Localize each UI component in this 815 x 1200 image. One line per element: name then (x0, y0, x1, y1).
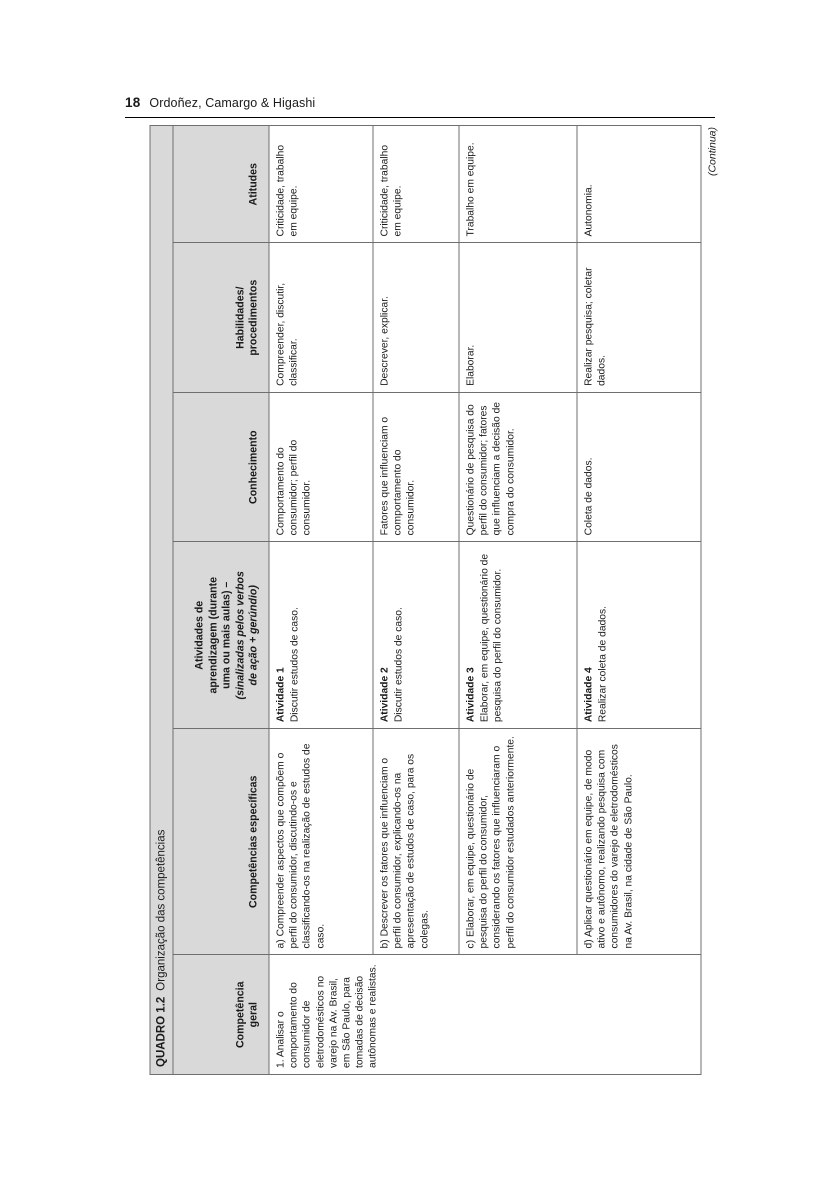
page-number: 18 (125, 95, 141, 110)
table-row (577, 126, 701, 1075)
cell-learning-activity (269, 542, 373, 729)
cell-knowledge: Comportamento do consumidor; perfil do consumidor. (269, 392, 373, 541)
activity-title: Atividade 4 (583, 667, 594, 723)
cell-skills: Compreender, discutir, classificar. (269, 243, 373, 392)
cell-knowledge: Fatores que influenciam o comportamento do consumidor. (373, 392, 459, 541)
activity-title: Atividade 1 (275, 667, 286, 723)
activity-title: Atividade 3 (465, 667, 476, 723)
activity-text: Elaborar, em equipe, questionário de pesquisa do perfil do consumidor. (479, 553, 504, 723)
cell-attitudes: Trabalho em equipe. (459, 126, 577, 243)
column-header-specific: Competências específicas (173, 729, 269, 955)
column-header-attitudes: Atitudes (173, 126, 269, 243)
activity-text: Discutir estudos de caso. (289, 607, 301, 723)
cell-skills: Realizar pesquisa; coletar dados. (577, 243, 701, 392)
cell-knowledge: Questionário de pesquisa do perfil do consumidor; fatores que influenciam a decisão de compra do consumidor. (459, 392, 577, 541)
column-header-activities: Atividades de aprendizagem (durante uma ou mais aulas) – (sinalizadas pelos verbos de ação + gerúndio) (173, 542, 269, 729)
cell-skills: Descrever, explicar. (373, 243, 459, 392)
table-header-row (173, 126, 269, 1075)
cell-knowledge: Coleta de dados. (577, 392, 701, 541)
running-head-authors: Ordoñez, Camargo & Higashi (149, 96, 316, 110)
table-caption-text: Organização das competências (155, 829, 167, 991)
column-header-skills: Habilidades/ procedimentos (173, 243, 269, 392)
cell-specific-competency: b) Descrever os fatores que influenciam o perfil do consumidor, explicando-os na apresentação de estudos de caso, para os colegas. (373, 729, 459, 955)
cell-attitudes: Criticidade, trabalho em equipe. (373, 126, 459, 243)
competencies-table (172, 125, 701, 1075)
column-header-general: Competência geral (173, 955, 269, 1075)
activity-text: Discutir estudos de caso. (393, 607, 405, 723)
continuation-note: (Continua) (706, 127, 718, 177)
cell-learning-activity (459, 542, 577, 729)
cell-specific-competency: c) Elaborar, em equipe, questionário de pesquisa do perfil do consumidor, considerando os fatores que influenciaram o perfil do consumidor estudados anteriormente. (459, 729, 577, 955)
table-row (459, 126, 577, 1075)
table-caption-label: QUADRO 1.2 (155, 996, 167, 1067)
activity-text: Realizar coleta de dados. (597, 605, 609, 723)
table-row (373, 126, 459, 1075)
table-rotation-container (149, 125, 718, 1075)
cell-learning-activity (373, 542, 459, 729)
table-caption (149, 125, 172, 1075)
cell-attitudes: Criticidade, trabalho em equipe. (269, 126, 373, 243)
cell-specific-competency: a) Compreender aspectos que compõem o perfil do consumidor, discutindo-os e classificando-os na realização de estudos de caso. (269, 729, 373, 955)
cell-general-competency: 1. Analisar o comportamento do consumidor de eletrodomésticos no varejo na Av. Brasil, em São Paulo, para tomadas de decisão autônomas e realistas. (269, 955, 701, 1075)
cell-attitudes: Autonomia. (577, 126, 701, 243)
column-header-knowledge: Conhecimento (173, 392, 269, 541)
cell-specific-competency: d) Aplicar questionário em equipe, de modo ativo e autônomo, realizando pesquisa com consumidores do varejo de eletrodomésticos na Av. Brasil, na cidade de São Paulo. (577, 729, 701, 955)
activity-title: Atividade 2 (379, 667, 390, 723)
cell-learning-activity (577, 542, 701, 729)
table-row (269, 126, 373, 1075)
cell-skills: Elaborar. (459, 243, 577, 392)
